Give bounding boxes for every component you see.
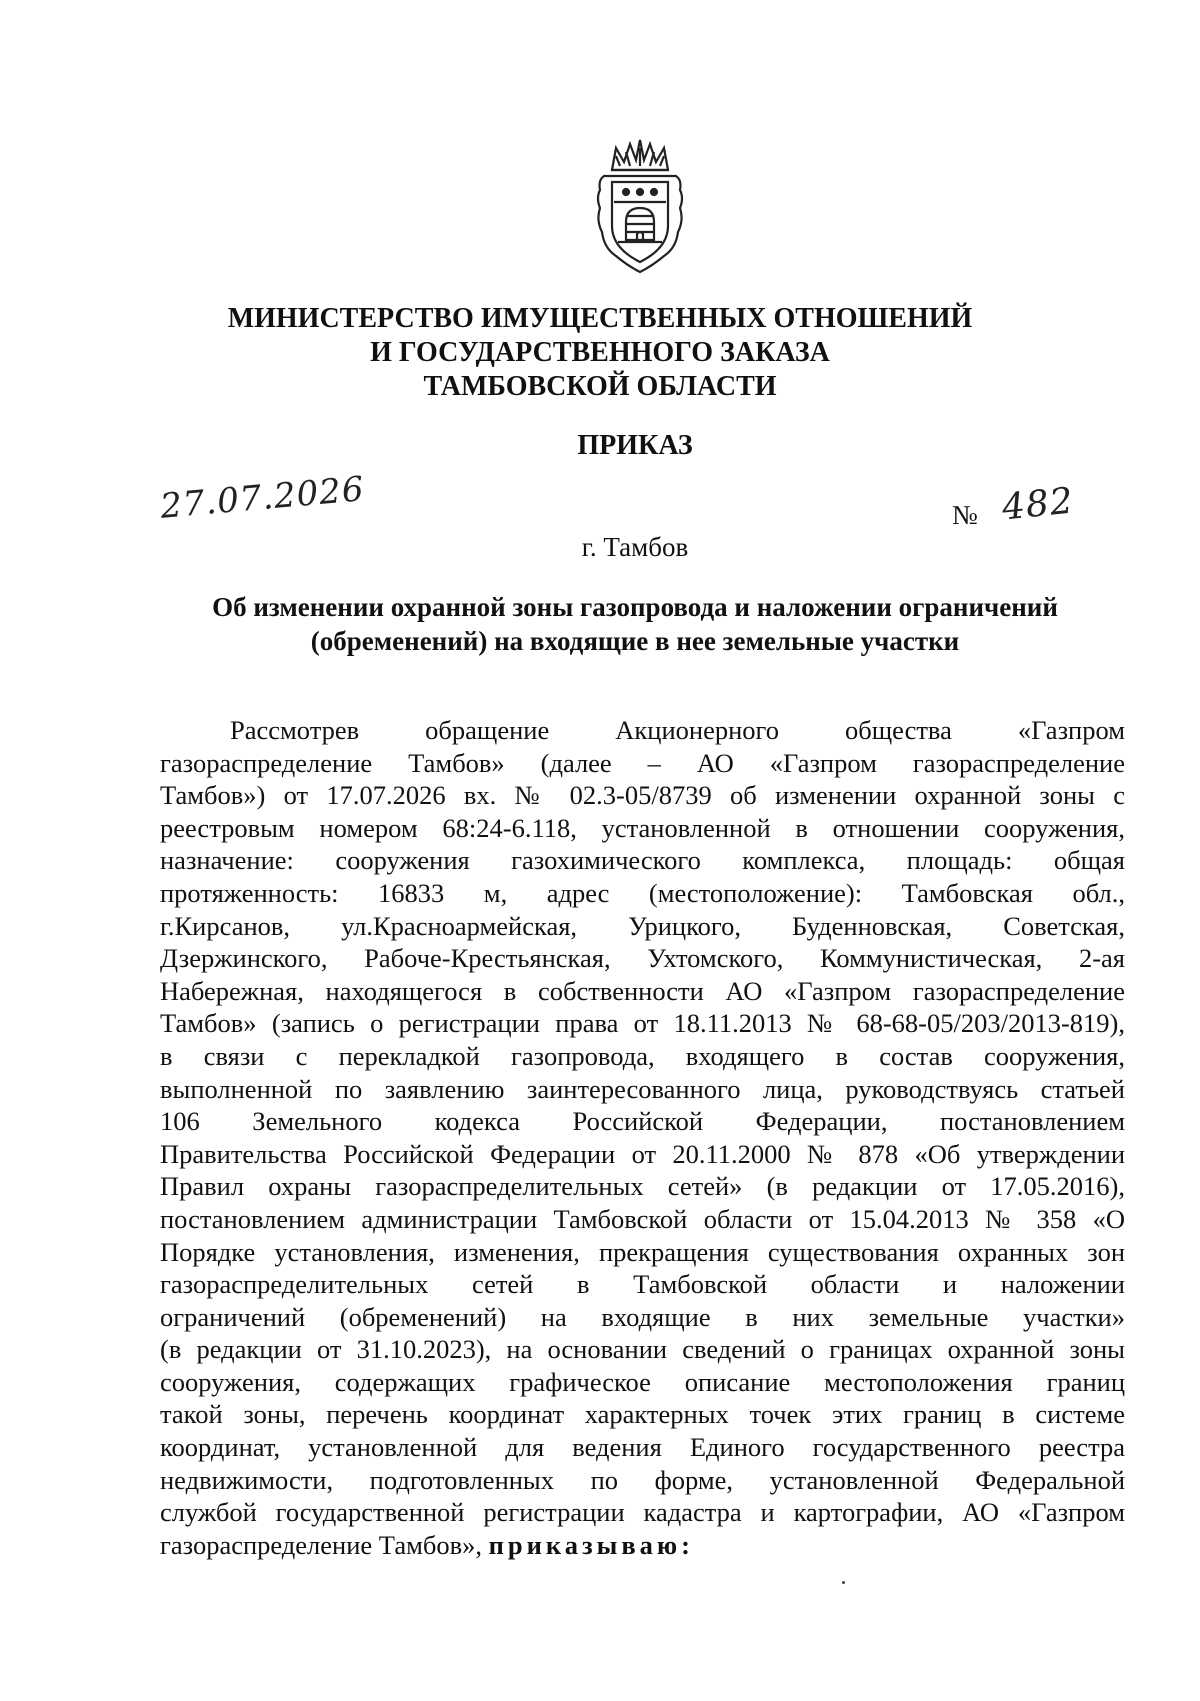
handwritten-order-number: 482 bbox=[1000, 480, 1076, 529]
ministry-line-2: И ГОСУДАРСТВЕННОГО ЗАКАЗА bbox=[370, 337, 830, 368]
body-line: Рассмотрев обращение Акционерного общества «Газпром bbox=[230, 715, 1125, 745]
subject-line-2: (обременений) на входящие в нее земельные участки bbox=[310, 626, 960, 656]
body-line: реестровым номером 68:24-6.118, установленной в отношении сооружения, bbox=[160, 812, 1125, 843]
city-line: г. Тамбов bbox=[581, 532, 689, 562]
coat-of-arms-icon bbox=[590, 136, 690, 276]
ministry-name bbox=[150, 302, 1050, 404]
ministry-line-1: МИНИСТЕРСТВО ИМУЩЕСТВЕННЫХ ОТНОШЕНИЙ bbox=[227, 303, 973, 334]
document-type-title: ПРИКАЗ bbox=[577, 430, 693, 461]
body-line: (в редакции от 31.10.2023), на основании сведений о границах охранной зоны bbox=[160, 1334, 1125, 1365]
subject-line-1: Об изменении охранной зоны газопровода и наложении ограничений bbox=[212, 592, 1058, 622]
number-label: № bbox=[952, 500, 978, 530]
body-line: протяженность: 16833 м, адрес (местоположение): Тамбовская обл., bbox=[160, 877, 1125, 908]
body-line: Правительства Российской Федерации от 20.11.2000 № 878 «Об утверждении bbox=[160, 1138, 1125, 1169]
body-line: сооружения, содержащих графическое описание местоположения границ bbox=[160, 1366, 1125, 1397]
body-line: газораспределение Тамбов» (далее – АО «Газпром газораспределение bbox=[160, 747, 1125, 778]
order-directive: приказываю: bbox=[488, 1529, 694, 1560]
body-line: недвижимости, подготовленных по форме, установленной Федеральной bbox=[160, 1464, 1125, 1495]
scan-speck bbox=[842, 1581, 845, 1584]
body-line: газораспределительных сетей в Тамбовской области и наложении bbox=[160, 1269, 1125, 1300]
body-line: Тамбов» (запись о регистрации права от 18.11.2013 № 68-68-05/203/2013-819), bbox=[160, 1008, 1125, 1039]
body-line: Порядке установления, изменения, прекращения существования охранных зон bbox=[160, 1236, 1125, 1267]
body-line: постановлением администрации Тамбовской области от 15.04.2013 № 358 «О bbox=[160, 1203, 1125, 1234]
body-line: координат, установленной для ведения Единого государственного реестра bbox=[160, 1432, 1125, 1463]
order-body bbox=[160, 714, 1125, 1561]
body-last-line-text: газораспределение Тамбов», bbox=[160, 1529, 482, 1560]
body-line: Тамбов») от 17.07.2026 вх. № 02.3-05/8739 об изменении охранной зоны с bbox=[160, 780, 1125, 811]
order-subject bbox=[150, 590, 1120, 658]
body-line: в связи с перекладкой газопровода, входящего в состав сооружения, bbox=[160, 1040, 1125, 1071]
body-line: ограничений (обременений) на входящие в них земельные участки» bbox=[160, 1301, 1125, 1332]
body-line: службой государственной регистрации кадастра и картографии, АО «Газпром bbox=[160, 1497, 1125, 1528]
body-last-line bbox=[160, 1529, 1125, 1562]
body-line: назначение: сооружения газохимического комплекса, площадь: общая bbox=[160, 845, 1125, 876]
body-line: Правил охраны газораспределительных сетей» (в редакции от 17.05.2016), bbox=[160, 1171, 1125, 1202]
body-line: Набережная, находящегося в собственности АО «Газпром газораспределение bbox=[160, 975, 1125, 1006]
body-line: такой зоны, перечень координат характерных точек этих границ в системе bbox=[160, 1399, 1125, 1430]
body-line: г.Кирсанов, ул.Красноармейская, Урицкого, Буденновская, Советская, bbox=[160, 910, 1125, 941]
body-line: Дзержинского, Рабоче-Крестьянская, Ухтомского, Коммунистическая, 2-ая bbox=[160, 943, 1125, 974]
body-line: выполненной по заявлению заинтересованного лица, руководствуясь статьей bbox=[160, 1073, 1125, 1104]
body-line: 106 Земельного кодекса Российской Федерации, постановлением bbox=[160, 1106, 1125, 1137]
ministry-line-3: ТАМБОВСКОЙ ОБЛАСТИ bbox=[423, 371, 777, 402]
handwritten-date: 27.07.2026 bbox=[158, 469, 367, 527]
